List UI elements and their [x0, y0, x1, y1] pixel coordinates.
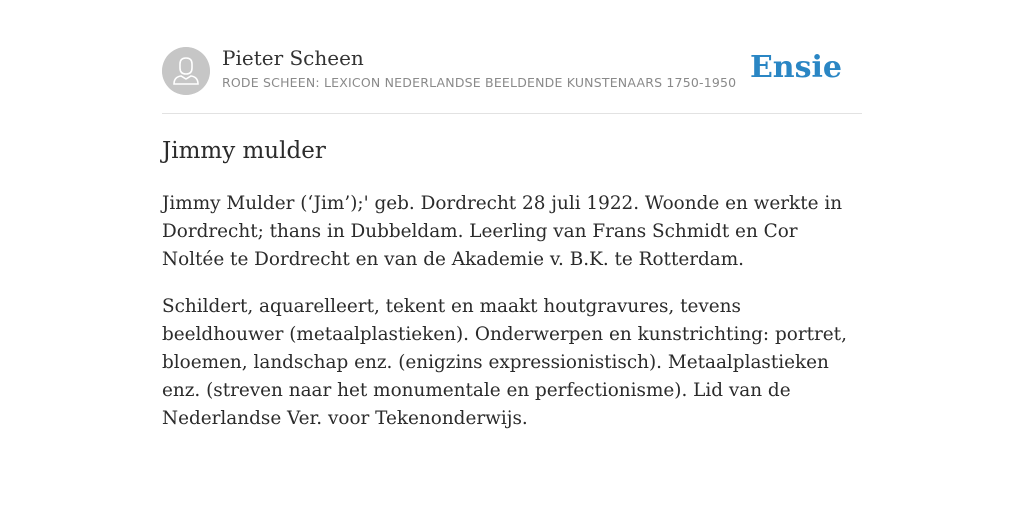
ensie-logo[interactable]: Ensie	[749, 50, 842, 85]
article-header	[162, 46, 862, 96]
header-divider	[162, 113, 862, 114]
author-name[interactable]: Pieter Scheen	[222, 46, 364, 70]
article-body	[162, 190, 862, 452]
source-title[interactable]: RODE SCHEEN: LEXICON NEDERLANDSE BEELDENDE KUNSTENAARS 1750-1950	[222, 75, 737, 90]
user-avatar-icon[interactable]	[162, 47, 210, 95]
article-title: Jimmy mulder	[162, 138, 326, 164]
article-paragraph-1: Jimmy Mulder (‘Jim’);' geb. Dordrecht 28 juli 1922. Woonde en werkte in Dordrecht; thans in Dubbeldam. Leerling van Frans Schmidt en Cor Noltée te Dordrecht en van de Akademie v. B.K. te Rotterdam.	[162, 193, 843, 270]
article-paragraph-2: Schildert, aquarelleert, tekent en maakt houtgravures, tevens beeldhouwer (metaalplastieken). Onderwerpen en kunstrichting: portret, bloemen, landschap enz. (enigzins expressionistisch). Metaalplastieken enz. (streven naar het monumentale en perfectionisme). Lid van de Nederlandse Ver. voor Tekenonderwijs.	[162, 296, 847, 429]
